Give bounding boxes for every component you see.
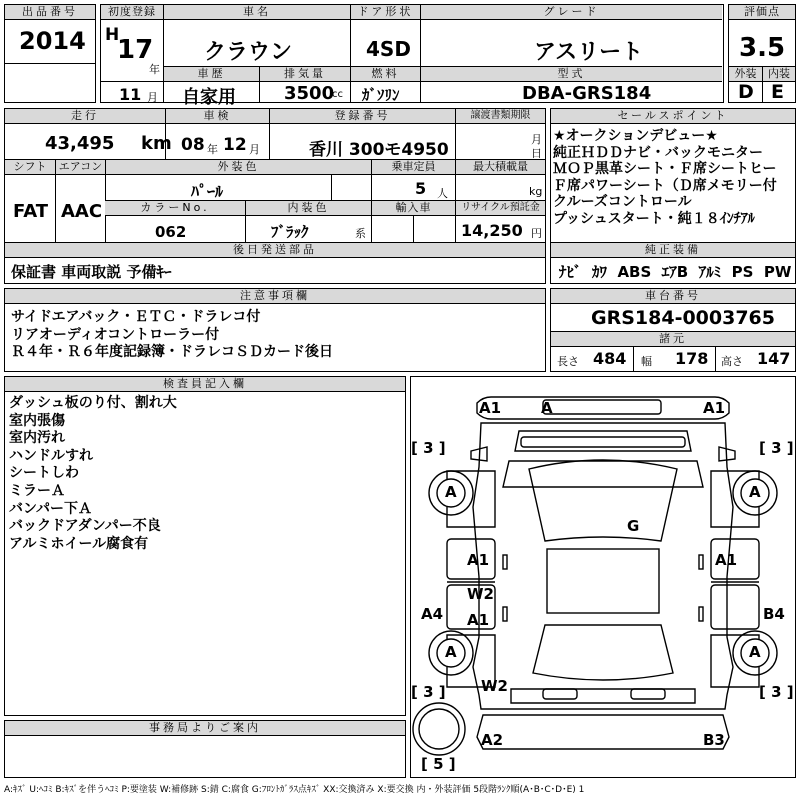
displacement-label: 排気量 <box>259 67 350 82</box>
inspector-line: バックドアダンパー不良 <box>9 518 161 535</box>
score: 3.5 <box>739 33 786 63</box>
rear-glass <box>533 625 673 680</box>
inspector-label: 検査員記入欄 <box>5 377 405 392</box>
plate: 香川 300モ4950 <box>309 140 449 160</box>
height-label: 高さ <box>721 355 743 368</box>
lot-number-label: 出品番号 <box>5 5 95 20</box>
era: H <box>105 25 120 45</box>
transfer-label: 譲渡書類期限 <box>455 109 545 124</box>
car-body <box>473 423 733 709</box>
first-reg-label: 初度登録 <box>101 5 163 20</box>
inspection-label: 車検 <box>165 109 269 124</box>
recycle-label: リサイクル預託金 <box>455 201 545 216</box>
car-name-label: 車名 <box>164 5 350 20</box>
load-unit: kg <box>529 185 543 198</box>
transfer-month-unit: 月 <box>531 133 542 146</box>
recycle-unit: 円 <box>531 227 542 240</box>
mark-rl-wheel: A <box>445 643 457 661</box>
int-color-unit: 系 <box>355 227 366 240</box>
int-color-label: 内装色 <box>245 201 371 216</box>
mark-fr-wheel: A <box>749 483 761 501</box>
inspector-line: 室内汚れ <box>9 430 65 447</box>
divider <box>350 67 351 103</box>
mark-door-fr: A1 <box>715 551 738 569</box>
door-type: 4SD <box>366 37 411 61</box>
hood-line <box>515 431 691 451</box>
exterior-color: ﾊﾟｰﾙ <box>191 182 224 201</box>
door-handle-fr <box>699 555 703 569</box>
mileage: 43,495 <box>45 133 115 154</box>
insp-year: 08 <box>181 135 205 155</box>
insp-month: 12 <box>223 135 247 155</box>
rear-bumper <box>477 715 729 749</box>
divider <box>269 109 270 159</box>
sales-point-line: ★オークションデビュー★ <box>553 128 718 144</box>
front-grille <box>543 400 661 414</box>
shift: FAT <box>13 201 49 222</box>
length: 484 <box>593 349 627 368</box>
transfer-day-unit: 日 <box>531 147 542 160</box>
interior-grade: E <box>771 81 784 103</box>
sales-point-line: クルーズコントロール <box>553 194 692 210</box>
door-label: ドア形状 <box>350 5 420 20</box>
inspector-line: 室内張傷 <box>9 412 65 429</box>
plate-label: 登録番号 <box>269 109 455 124</box>
mark-front-left: A1 <box>479 399 502 417</box>
divider <box>5 63 95 64</box>
windshield <box>529 460 677 541</box>
divider <box>762 67 763 103</box>
equipment-item: ｱﾙﾐ <box>698 263 722 281</box>
grade-label: グレード <box>420 5 722 20</box>
mark-door-fl: A1 <box>467 551 490 569</box>
equipment-label: 純正装備 <box>551 243 795 258</box>
reg-month: 11 <box>119 85 142 104</box>
first-registration-cell <box>100 4 164 103</box>
interior-label: 内装 <box>762 67 795 82</box>
model-label: 型式 <box>420 67 722 82</box>
mark-rear-glass: W2 <box>481 677 508 695</box>
hood-vent <box>521 437 685 447</box>
divider <box>455 109 456 159</box>
mark-front-center: A <box>541 399 553 417</box>
equipment-item: PS <box>731 263 754 281</box>
hood-upper <box>503 461 703 487</box>
roof <box>547 549 659 613</box>
chassis-number: GRS184-0003765 <box>591 307 775 329</box>
mileage-label: 走行 <box>5 109 165 124</box>
door-rear-right <box>711 585 759 629</box>
inspector-line: シートしわ <box>9 465 79 482</box>
door-handle-rl <box>503 607 507 621</box>
exterior-label: 外装 <box>729 67 762 82</box>
inspector-line: ハンドルすれ <box>9 447 93 464</box>
spare-tire-outer <box>413 703 465 755</box>
mark-rear-right: B3 <box>703 731 725 749</box>
mark-roof: G <box>627 517 640 535</box>
mark-spare: [ 5 ] <box>421 755 456 773</box>
history: 自家用 <box>182 87 236 108</box>
divider <box>331 174 332 200</box>
vehicle-info-block <box>164 4 724 108</box>
divider <box>245 201 246 242</box>
exterior-grade: D <box>738 81 754 103</box>
mark-rr-wheel: A <box>749 643 761 661</box>
note-line: Ｒ４年・Ｒ６年度記録簿・ドラレコＳＤカード後日 <box>11 344 333 360</box>
grade: アスリート <box>534 40 644 65</box>
fuel-label: 燃料 <box>350 67 420 82</box>
divider <box>715 346 716 372</box>
width: 178 <box>675 349 709 368</box>
mark-front-right: A1 <box>703 399 726 417</box>
inspector-line: ダッシュ板のり付、割れ大 <box>9 395 177 411</box>
displacement-unit: cc <box>332 89 343 100</box>
inspector-list <box>9 395 177 553</box>
color-no-label: カラーNo. <box>105 201 245 216</box>
shift-label: シフト <box>5 160 55 175</box>
later-parts-label: 後日発送部品 <box>5 243 545 258</box>
equipment-list <box>559 261 791 282</box>
month-unit: 月 <box>147 91 158 104</box>
equipment-item: ｶﾜ <box>591 263 607 281</box>
note-line: サイドエアバック・ＥＴＣ・ドラレコ付 <box>11 309 261 325</box>
sales-points-label: セールスポイント <box>551 109 795 124</box>
inspector-line: ミラーＡ <box>9 482 65 499</box>
sales-point-line: プッシュスタート・純１８ｲﾝﾁｱﾙ <box>553 210 755 227</box>
equipment-item: PW <box>763 263 792 281</box>
divider <box>633 346 634 372</box>
inspector-block <box>4 376 406 716</box>
sales-point-line: Ｆ席パワーシート（Ｄ席メモリー付 <box>553 177 777 194</box>
divider <box>350 5 351 66</box>
mark-door-rl: A1 <box>467 611 490 629</box>
divider <box>413 215 414 242</box>
insp-month-unit: 月 <box>249 143 260 156</box>
inspector-line: アルミホイール腐食有 <box>9 535 149 552</box>
model: DBA-GRS184 <box>522 83 652 104</box>
ac: AAC <box>61 201 103 222</box>
insp-year-unit: 年 <box>207 143 218 156</box>
length-label: 長さ <box>557 355 579 368</box>
color-label: 外装色 <box>105 160 371 175</box>
score-cell <box>728 4 796 103</box>
load-label: 最大積載量 <box>455 160 545 175</box>
divider <box>420 5 421 66</box>
equipment-item: ﾅﾋﾞ <box>559 263 582 281</box>
mileage-unit: km <box>141 133 172 154</box>
interior-color: ﾌﾞﾗｯｸ <box>271 223 309 241</box>
ac-label: エアコン <box>55 160 105 175</box>
tail-lamp-right <box>631 689 665 699</box>
divider <box>55 160 56 242</box>
footer-legend: A:ｷｽﾞ U:ﾍｺﾐ B:ｷｽﾞを伴うﾍｺﾐ P:要塗装 W:補修跡 S:錆 C:腐食 G:ﾌﾛﾝﾄｶﾞﾗｽ点ｷｽﾞ XX:交換済み X:要交換 内・外装評価 5段階ﾗﾝｸ順(A･B･C･D･E) 1 <box>4 785 585 795</box>
mark-fr-tire: [ 3 ] <box>759 439 794 457</box>
mark-pillar: W2 <box>467 585 494 603</box>
score-label: 評価点 <box>729 5 795 20</box>
mark-fl-wheel: A <box>445 483 457 501</box>
sales-point-line: 純正ＨＤＤナビ・バックモニター <box>553 144 763 161</box>
sales-points-list <box>553 128 777 227</box>
chassis-block <box>550 288 796 372</box>
door-handle-rr <box>699 607 703 621</box>
notes-label: 注意事項欄 <box>5 289 545 304</box>
year-unit: 年 <box>149 63 160 76</box>
inspector-line: バンパー下Ａ <box>9 500 93 517</box>
sales-point-line: ＭＯＰ黒革シート・Ｆ席シートヒー <box>553 161 777 177</box>
fuel: ｶﾞｿﾘﾝ <box>362 86 400 104</box>
trunk-lid <box>511 689 695 703</box>
lot-number: 2014 <box>19 27 86 55</box>
equipment-item: ABS <box>617 263 652 281</box>
car-name: クラウン <box>204 40 293 65</box>
spec-label: 諸元 <box>551 332 795 347</box>
mark-rl-tire: [ 3 ] <box>411 683 446 701</box>
mark-side-right: B4 <box>763 605 785 623</box>
divider <box>259 67 260 103</box>
capacity: 5 <box>415 179 427 198</box>
width-label: 幅 <box>641 355 652 368</box>
mark-fl-tire: [ 3 ] <box>411 439 446 457</box>
recycle-fee: 14,250 <box>461 221 523 240</box>
displacement: 3500 <box>284 83 335 104</box>
note-line: リアオーディオコントローラー付 <box>11 326 220 343</box>
mark-side-left: A4 <box>421 605 444 623</box>
office-label: 事務局よりご案内 <box>5 721 405 736</box>
notes-list <box>11 309 333 362</box>
lot-number-cell <box>4 4 96 103</box>
door-handle-fl <box>503 555 507 569</box>
mark-rr-tire: [ 3 ] <box>759 683 794 701</box>
chassis-label: 車台番号 <box>551 289 795 304</box>
height: 147 <box>757 349 791 368</box>
tail-lamp-left <box>543 689 577 699</box>
sales-points-block <box>550 108 796 284</box>
color-no: 062 <box>155 223 187 241</box>
details-block <box>4 108 546 284</box>
history-label: 車歴 <box>164 67 259 82</box>
later-parts: 保証書 車両取説 予備ｷｰ <box>11 263 172 281</box>
divider <box>101 81 163 82</box>
capacity-label: 乗車定員 <box>371 160 455 175</box>
import-label: 輸入車 <box>371 201 455 216</box>
mark-rear-left: A2 <box>481 731 504 749</box>
capacity-unit: 人 <box>437 187 448 200</box>
office-block <box>4 720 406 778</box>
divider <box>420 67 421 103</box>
damage-diagram <box>410 376 796 778</box>
notes-block <box>4 288 546 372</box>
spare-tire-inner <box>419 709 459 749</box>
equipment-item: ｴｱB <box>661 263 689 281</box>
reg-year: 17 <box>117 35 154 65</box>
car-outline-svg <box>411 377 795 777</box>
